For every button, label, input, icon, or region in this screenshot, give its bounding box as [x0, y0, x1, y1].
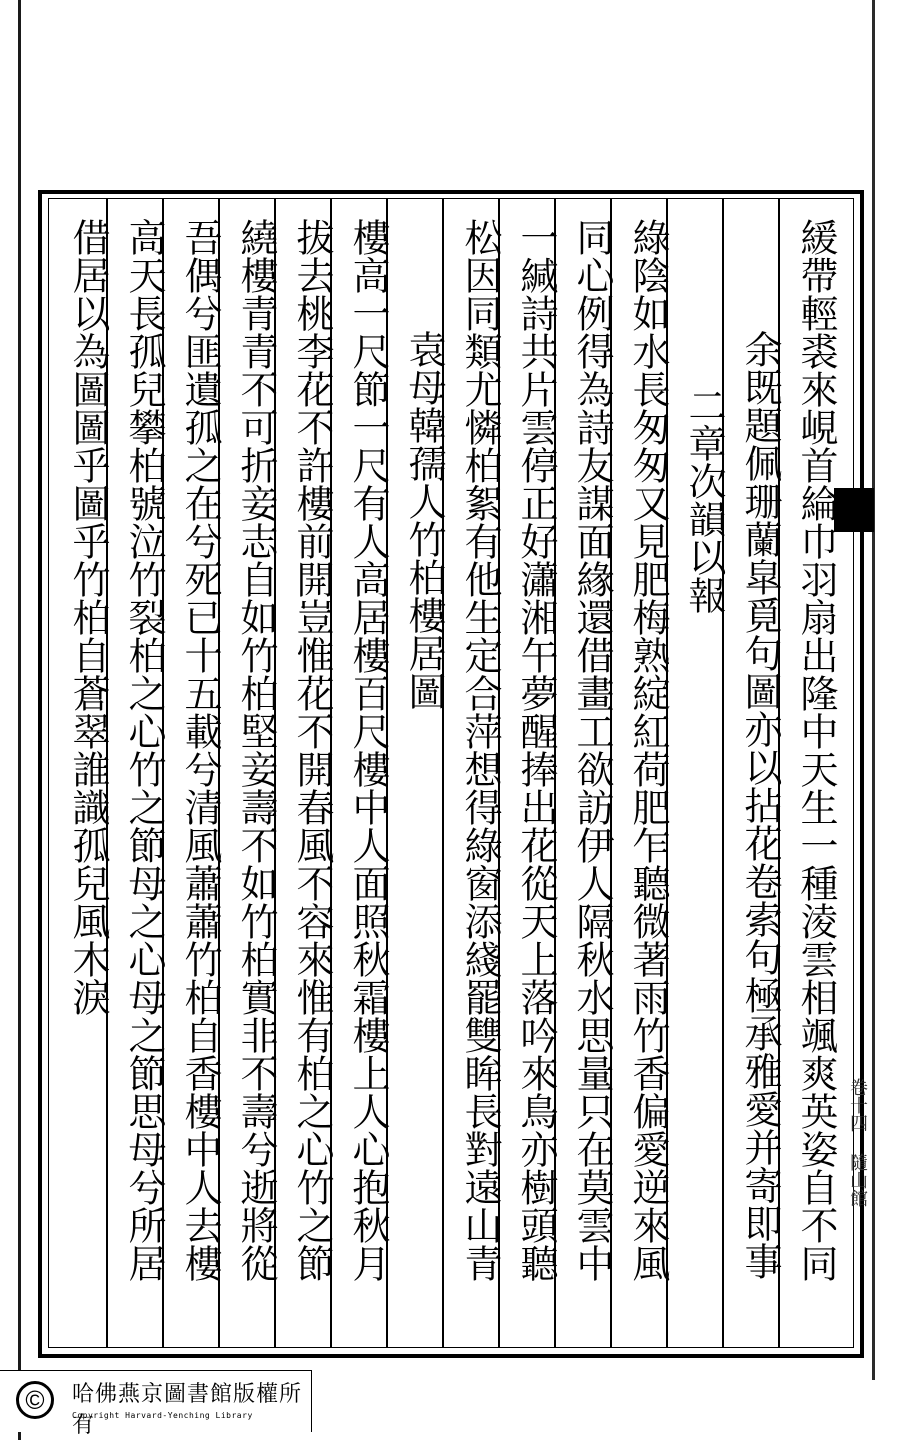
text-column-6: 一緘詩共片雲停正好瀟湘午夢醒捧出花從天上落吟來鳥亦樹頭聽: [514, 218, 558, 1282]
text-column-1: 緩帶輕裘來峴首綸巾羽扇出隆中天生一種淩雲相颯爽英姿自不同: [794, 218, 838, 1282]
text-column-7: 松因同類尤憐柏絮有他生定合萍想得綠窗添綫罷雙眸長對遠山青: [458, 218, 502, 1282]
copyright-notice: [0, 1370, 312, 1438]
text-column-10: 拔去桃李花不許樓前開豈惟花不開春風不容來惟有柏之心竹之節: [290, 218, 334, 1282]
text-column-4: 綠陰如水長匆匆又見肥梅熟綻紅荷肥乍聽微著雨竹香偏愛逆來風: [626, 218, 670, 1282]
margin-note: 卷十四 隨山館: [847, 1078, 868, 1207]
text-column-12: 吾偶兮匪遺孤之在兮死已十五載兮清風蕭蕭竹柏自香樓中人去樓: [178, 218, 222, 1282]
column-rule: [722, 198, 724, 1348]
text-column-2: 余既題佩珊蘭皐覓句圖亦以拈花卷索句極承雅愛并寄即事: [738, 330, 782, 1280]
copyright-chinese: 哈佛燕京圖書館版權所有: [72, 1382, 303, 1438]
copyright-english: Copyright Harvard-Yenching Library: [72, 1411, 253, 1420]
text-column-9: 樓高一尺節一尺有人高居樓百尺樓中人面照秋霜樓上人心抱秋月: [346, 218, 390, 1282]
text-column-14: 借居以為圖圖乎圖乎竹柏自蒼翠誰識孤兒風木淚: [66, 218, 110, 1016]
scan-edge-left: [18, 0, 21, 1440]
scan-edge-right: [872, 0, 875, 1380]
text-column-5: 同心例得為詩友謀面緣還借畫工欲訪伊人隔秋水思量只在莫雲中: [570, 218, 614, 1282]
text-column-13: 高天長孤兒攀柏號泣竹裂柏之心竹之節母之心母之節思母兮所居: [122, 218, 166, 1282]
text-column-11: 繞樓青青不可折妾志自如竹柏堅妾壽不如竹柏實非不壽兮逝將從: [234, 218, 278, 1282]
copyright-icon: ©: [16, 1381, 54, 1419]
text-column-3: 二章次韻以報: [682, 386, 726, 614]
poem-title: 袁母韓孺人竹柏樓居圖: [402, 330, 446, 710]
